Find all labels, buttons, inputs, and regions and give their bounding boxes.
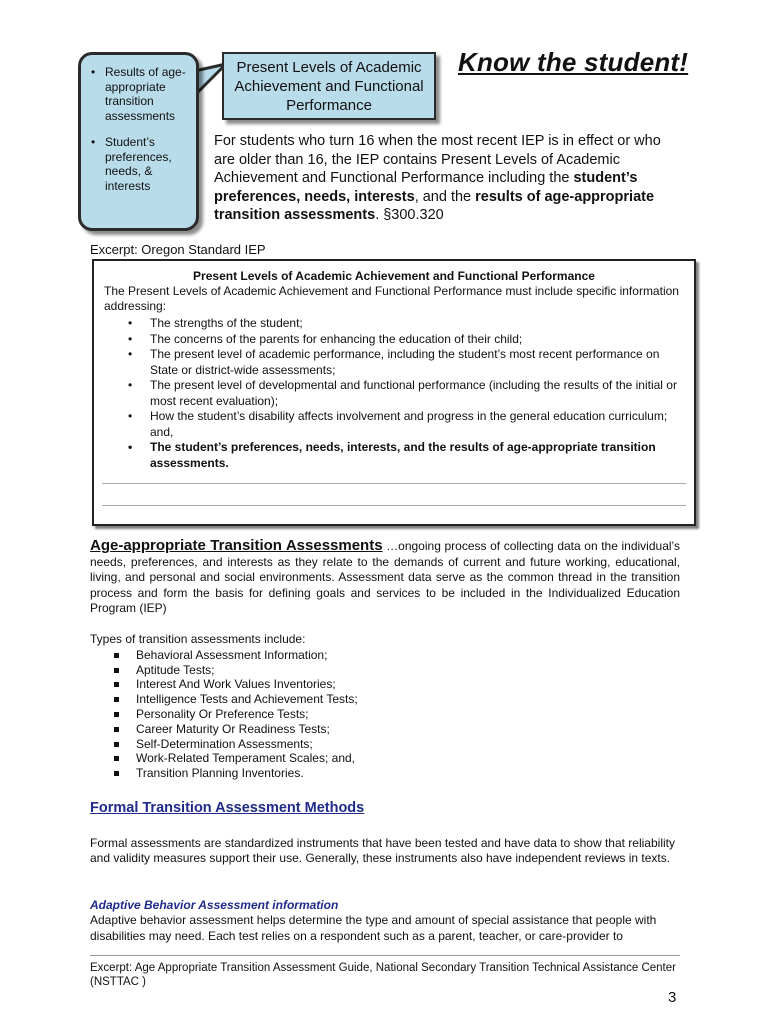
intro-paragraph bbox=[214, 132, 684, 225]
formal-heading: Formal Transition Assessment Methods bbox=[90, 800, 365, 816]
footer-citation: Excerpt: Age Appropriate Transition Assessment Guide, National Secondary Transition Technical Assistance Center (NSTTAC ) bbox=[90, 962, 676, 988]
excerpt-label: Excerpt: Oregon Standard IEP bbox=[90, 242, 266, 257]
assessment-types bbox=[90, 632, 680, 781]
intro-bold-preferences: student’s preferences, needs, interests bbox=[214, 170, 638, 205]
intro-bold-results: results of age-appropriate transition assessments bbox=[214, 188, 655, 223]
callout-item: • Student’s preferences, needs, & interests bbox=[89, 135, 192, 193]
types-intro: Types of transition assessments include: bbox=[90, 632, 306, 646]
excerpt-item: • The concerns of the parents for enhancing the education of their child; bbox=[150, 332, 686, 348]
types-item: Aptitude Tests; bbox=[136, 663, 680, 678]
types-item: Personality Or Preference Tests; bbox=[136, 707, 680, 722]
page-headline: Know the student! bbox=[458, 47, 689, 77]
adaptive-text: Adaptive behavior assessment helps determine the type and amount of special assistance that people with disabilities may need. Each test relies on a respondent such as a parent, teacher, or care-provider to bbox=[90, 913, 657, 943]
excerpt-title: Present Levels of Academic Achievement and Functional Performance bbox=[193, 269, 595, 283]
excerpt-item: • How the student’s disability affects involvement and progress in the general education curriculum; and, bbox=[150, 409, 686, 440]
blank-line bbox=[102, 483, 686, 484]
page-number: 3 bbox=[668, 989, 677, 1006]
aat-heading: Age-appropriate Transition Assessments bbox=[90, 537, 383, 554]
types-item: Self-Determination Assessments; bbox=[136, 737, 680, 752]
adaptive-heading: Adaptive Behavior Assessment information bbox=[90, 898, 339, 912]
section-title: Present Levels of Academic Achievement and Functional Performance bbox=[234, 58, 424, 114]
footer-divider bbox=[90, 955, 680, 956]
blank-line bbox=[102, 505, 686, 506]
excerpt-box bbox=[92, 259, 696, 526]
intro-text: , and the bbox=[414, 188, 476, 205]
types-item: Transition Planning Inventories. bbox=[136, 766, 680, 781]
types-list bbox=[90, 648, 680, 781]
intro-citation: . §300.320 bbox=[375, 207, 444, 223]
excerpt-item-bold: • The student’s preferences, needs, interests, and the results of age-appropriate transition assessments. bbox=[150, 440, 686, 471]
types-item: Work-Related Temperament Scales; and, bbox=[136, 751, 680, 766]
types-item: Behavioral Assessment Information; bbox=[136, 648, 680, 663]
aat-paragraph bbox=[90, 538, 680, 617]
excerpt-item: • The present level of academic performance, including the student’s most recent performance on State or district-wide assessments; bbox=[150, 347, 686, 378]
excerpt-intro: The Present Levels of Academic Achievement and Functional Performance must include specific information addressing: bbox=[104, 284, 679, 313]
callout-bubble bbox=[78, 52, 199, 231]
types-item: Intelligence Tests and Achievement Tests; bbox=[136, 692, 680, 707]
excerpt-item: • The present level of developmental and functional performance (including the results of the initial or most recent evaluation); bbox=[150, 378, 686, 409]
excerpt-item: • The strengths of the student; bbox=[150, 316, 686, 332]
aat-text: …ongoing process of collecting data on the individual’s needs, preferences, and interests as they relate to the demands of current and future working, educational, living, and personal and social environments. Assessment data serve as the common thread in the transition process and form the basis for defining goals and services to be included in the Individualized Education Program (IEP) bbox=[90, 539, 680, 615]
types-item: Career Maturity Or Readiness Tests; bbox=[136, 722, 680, 737]
callout-item: • Results of age-appropriate transition assessments bbox=[89, 65, 192, 123]
intro-text: For students who turn 16 when the most recent IEP is in effect or who are older than 16, the IEP contains Present Levels of Academic Achievement and Functional Performance including the bbox=[214, 133, 661, 186]
excerpt-list bbox=[94, 316, 686, 471]
formal-text: Formal assessments are standardized instruments that have been tested and have data to show that reliability and validity measures support their use. Generally, these instruments also have independent reviews in texts. bbox=[90, 836, 675, 865]
types-item: Interest And Work Values Inventories; bbox=[136, 677, 680, 692]
callout-list bbox=[81, 55, 196, 193]
section-title-box bbox=[222, 52, 436, 120]
